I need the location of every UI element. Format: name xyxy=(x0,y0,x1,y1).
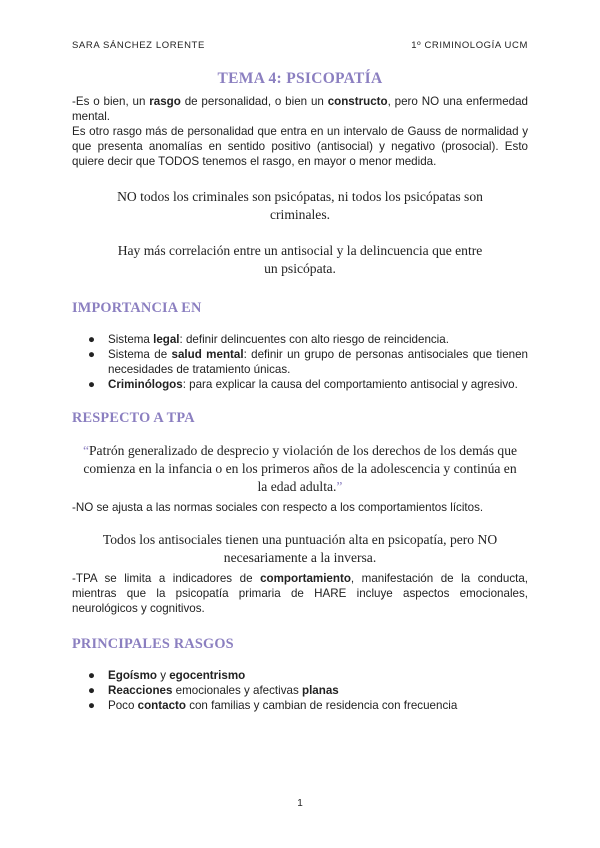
section-heading-tpa: RESPECTO A TPA xyxy=(72,410,195,426)
rasgos-list xyxy=(72,668,528,713)
bullet-icon: ● xyxy=(88,684,96,697)
bold-term: contacto xyxy=(137,699,186,712)
bold-term: legal xyxy=(153,333,180,346)
open-quote-mark: “ xyxy=(82,443,89,458)
list-item xyxy=(72,698,528,713)
close-quote-mark: ” xyxy=(336,479,343,494)
page-number: 1 xyxy=(297,798,303,809)
intro-paragraph-2: Es otro rasgo más de personalidad que entra en un intervalo de Gauss de normalidad y que presenta anomalías en sentido positivo (antisocial) y negativo (prosocial). Esto quiere decir que TODOS tenemos el rasgo, en mayor o menor medida. xyxy=(72,125,528,168)
text-run: , pero NO una enfermedad mental. xyxy=(72,95,529,123)
text-run: : definir delincuentes con alto riesgo de reincidencia. xyxy=(179,333,449,346)
bullet-icon: ● xyxy=(88,699,96,712)
quote-criminals: NO todos los criminales son psicópatas, ni todos los psicópatas son criminales. xyxy=(117,189,483,222)
list-item xyxy=(72,347,528,377)
text-run: y xyxy=(156,669,170,682)
bullet-icon: ● xyxy=(88,348,96,361)
header-author: SARA SÁNCHEZ LORENTE xyxy=(72,40,205,51)
quote-correlation: Hay más correlación entre un antisocial y la delincuencia que entre un psicópata. xyxy=(117,243,483,276)
text-run: -TPA se limita a indicadores de xyxy=(72,572,261,585)
text-run: Poco xyxy=(108,699,138,712)
quote-text: Patrón generalizado de desprecio y violación de los derechos de los demás que comienza en la infancia o en los primeros años de la adolescencia y continúa en la edad adulta. xyxy=(83,443,518,494)
text-run: , manifestación de la conducta, mientras que la psicopatía primaria de HARE incluye aspectos emocionales, neurológicos y cognitivos. xyxy=(72,572,529,615)
bold-term: Reacciones xyxy=(108,684,173,697)
bold-term-rasgo: rasgo xyxy=(149,95,181,108)
list-item xyxy=(72,332,528,347)
bold-term: Egoísmo xyxy=(108,669,157,682)
bold-term: salud mental xyxy=(171,348,244,361)
bold-term: planas xyxy=(301,684,339,697)
text-run: : definir un grupo de personas antisociales que tienen necesidades de tratamiento únicas. xyxy=(108,348,529,376)
bold-term-comportamiento: comportamiento xyxy=(260,572,351,585)
text-run: Sistema de xyxy=(108,348,172,361)
text-run: con familias y cambian de residencia con frecuencia xyxy=(185,699,458,712)
bold-term: Criminólogos xyxy=(108,378,183,391)
bullet-icon: ● xyxy=(88,378,96,391)
list-item xyxy=(72,668,528,683)
header-course: 1º CRIMINOLOGÍA UCM xyxy=(411,40,528,51)
importancia-list xyxy=(72,332,528,392)
section-heading-importancia: IMPORTANCIA EN xyxy=(72,300,202,316)
page-title: TEMA 4: PSICOPATÍA xyxy=(217,70,383,87)
tpa-paragraph-2 xyxy=(72,571,528,616)
text-run: : para explicar la causa del comportamiento antisocial y agresivo. xyxy=(182,378,518,391)
intro-paragraph-1 xyxy=(72,94,528,124)
text-run: de personalidad, o bien un xyxy=(180,95,328,108)
text-run: Sistema xyxy=(108,333,154,346)
list-item xyxy=(72,377,528,392)
list-item xyxy=(72,683,528,698)
document-body xyxy=(72,70,528,713)
bold-term-constructo: constructo xyxy=(327,95,388,108)
text-run: emocionales y afectivas xyxy=(172,684,302,697)
quote-tpa-definition xyxy=(72,442,528,496)
bullet-icon: ● xyxy=(88,333,96,346)
text-run: -Es o bien, un xyxy=(72,95,150,108)
quote-antisocial: Todos los antisociales tienen una puntuación alta en psicopatía, pero NO necesariamente a la inversa. xyxy=(102,532,498,565)
tpa-line-1: -NO se ajusta a las normas sociales con respecto a los comportamientos lícitos. xyxy=(72,501,484,514)
bullet-icon: ● xyxy=(88,669,96,682)
bold-term: egocentrismo xyxy=(169,669,246,682)
section-heading-rasgos: PRINCIPALES RASGOS xyxy=(72,636,234,652)
